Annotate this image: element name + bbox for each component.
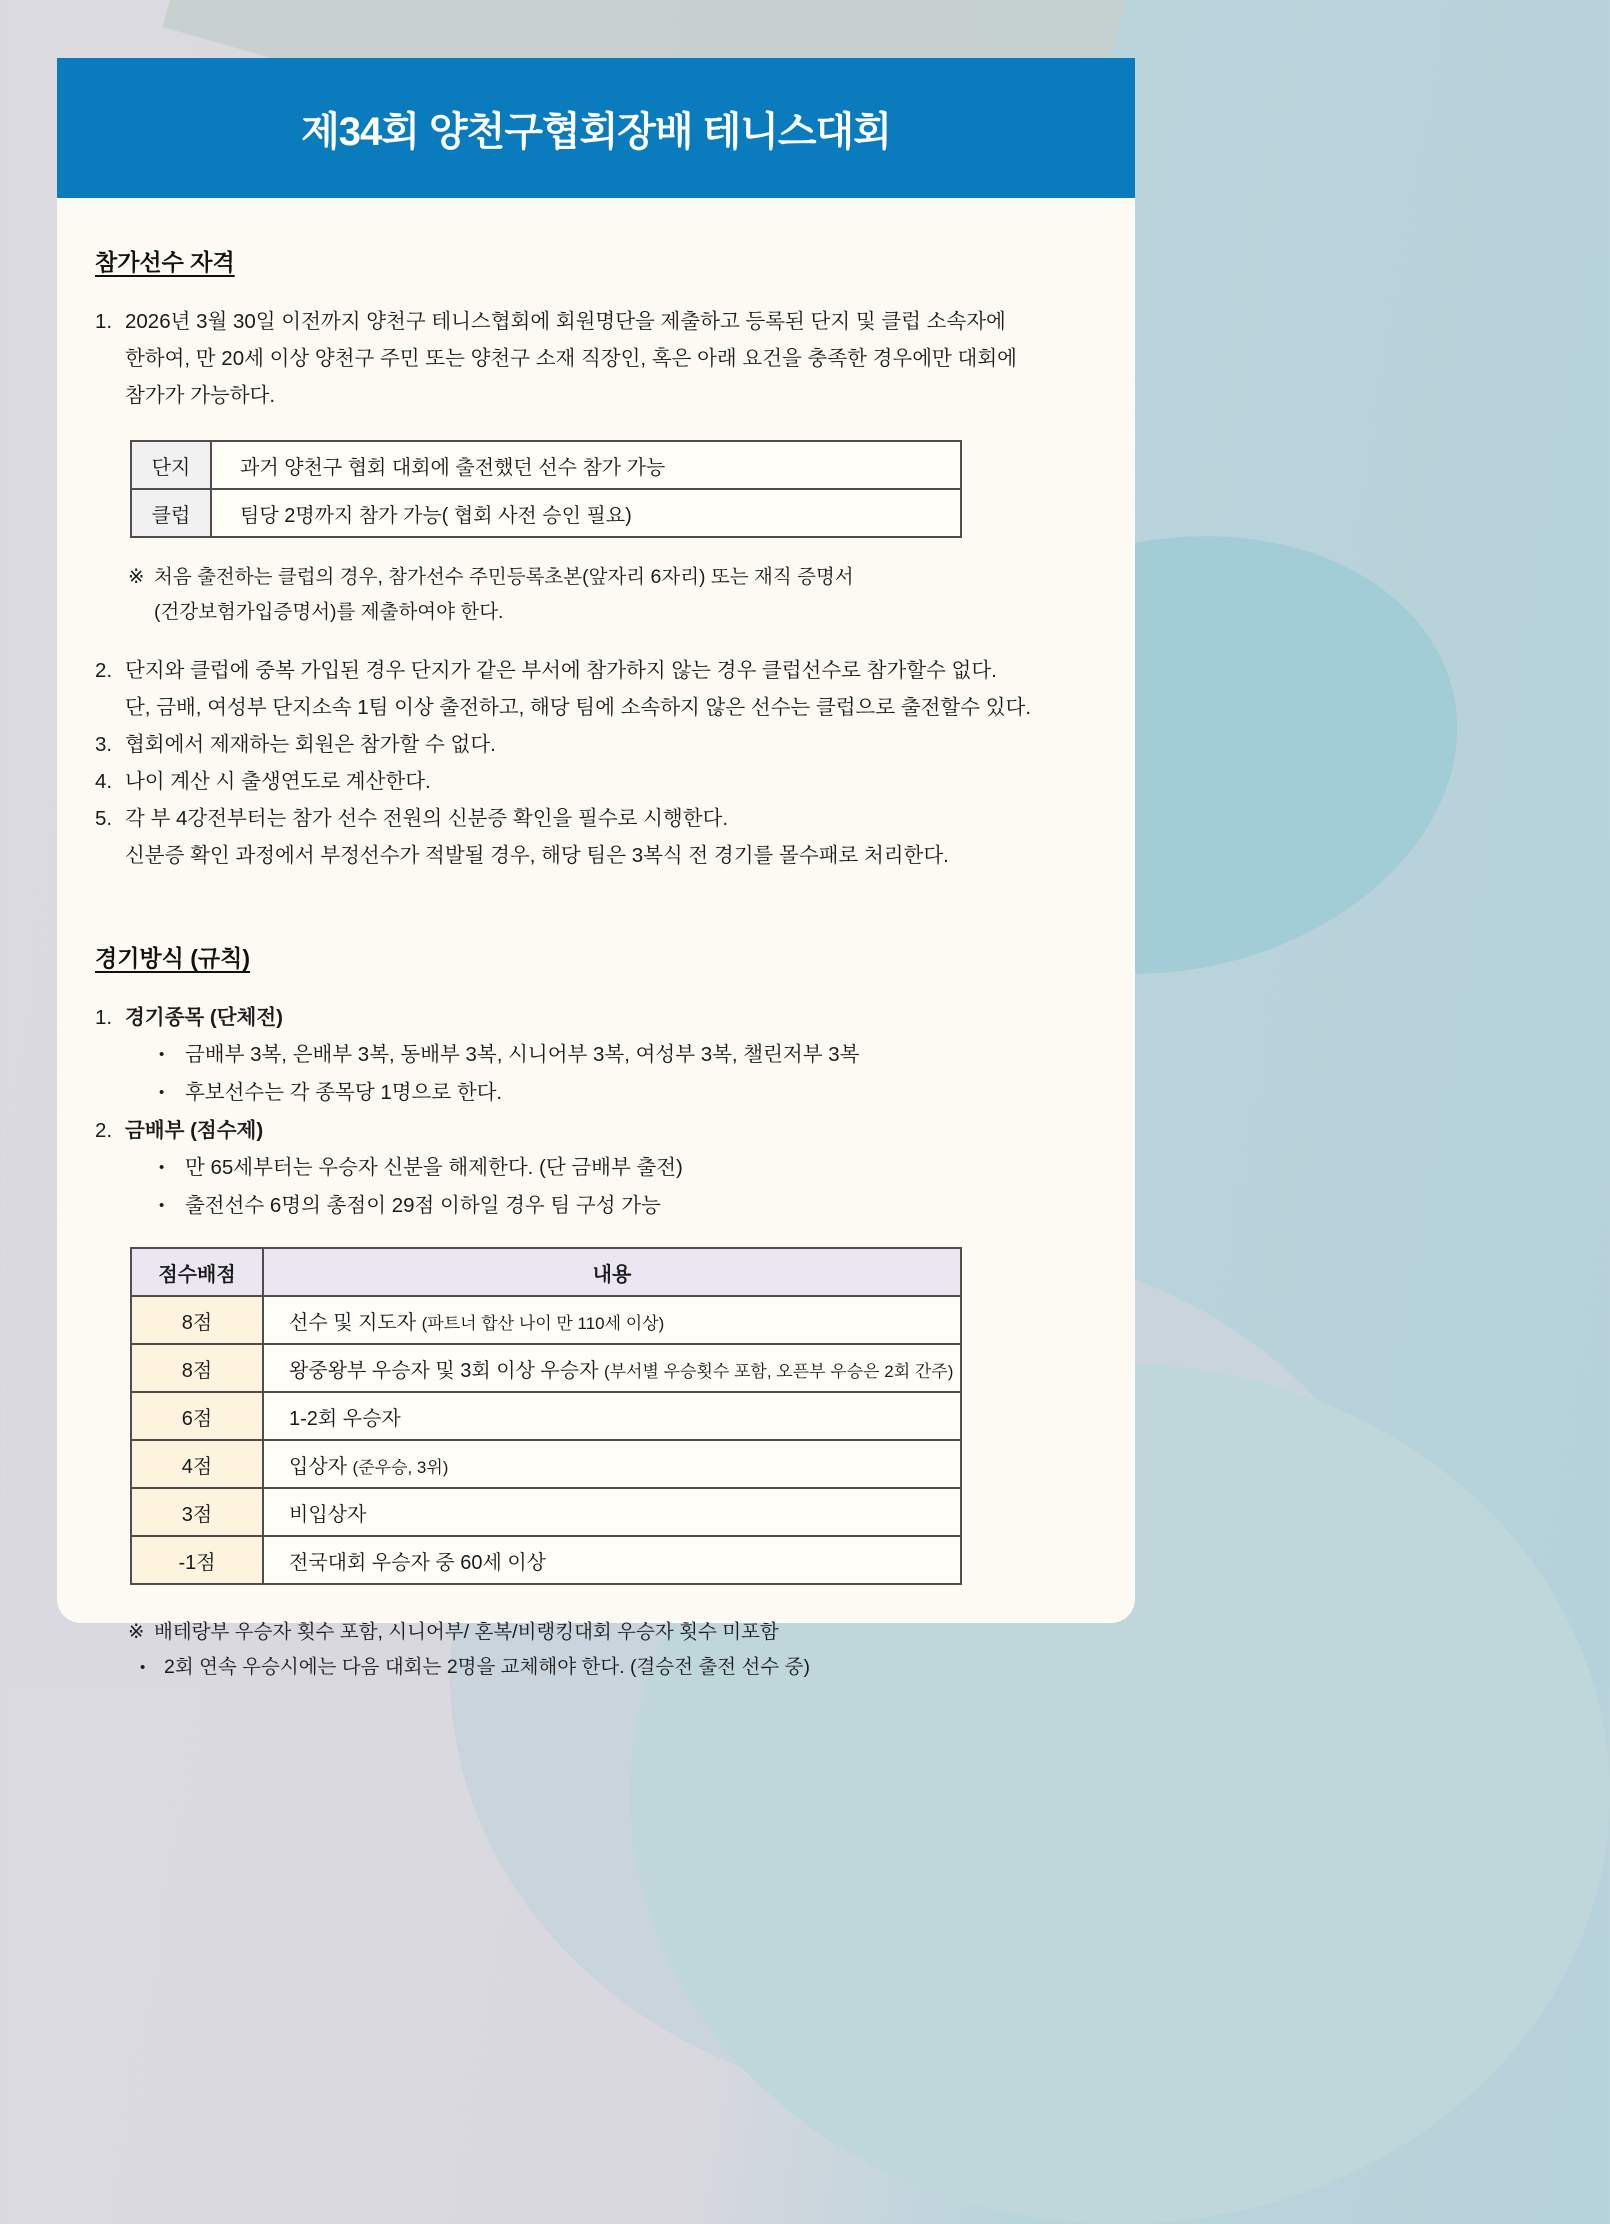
score-table-row	[131, 1344, 961, 1392]
note-line: (건강보험가입증명서)를 제출하여야 한다.	[154, 601, 504, 623]
item-text	[125, 303, 1095, 414]
eligibility-item-2	[95, 652, 1095, 726]
qual-label-club: 클럽	[131, 489, 211, 537]
score-table-header-row	[131, 1248, 961, 1296]
score-value: 8점	[131, 1296, 263, 1344]
eligibility-item-5	[95, 800, 1095, 874]
desc-text: 왕중왕부 우승자 및 3회 이상 우승자	[289, 1359, 599, 1382]
rule-title: 경기종목 (단체전)	[125, 1006, 283, 1029]
bullet-icon: •	[159, 1197, 165, 1214]
score-value: 3점	[131, 1488, 263, 1536]
item-number: 5.	[95, 807, 113, 830]
item-number: 2.	[95, 659, 113, 682]
item-number: 4.	[95, 770, 113, 793]
bullet-text: 만 65세부터는 우승자 신분을 해제한다. (단 금배부 출전)	[185, 1156, 683, 1179]
score-desc	[263, 1392, 961, 1440]
rules-item-1	[95, 999, 1095, 1036]
eligibility-item-4	[95, 763, 1095, 800]
item-line: 각 부 4강전부터는 참가 선수 전원의 신분증 확인을 필수로 시행한다.	[125, 807, 729, 830]
footnote-2	[140, 1650, 1095, 1685]
item-number: 1.	[95, 310, 113, 333]
item-line: 한하여, 만 20세 이상 양천구 주민 또는 양천구 소재 직장인, 혹은 아래 요건을 충족한 경우에만 대회에	[125, 347, 1017, 370]
desc-note: (파트너 합산 나이 만 110세 이상)	[421, 1313, 665, 1333]
bullet-icon: •	[159, 1159, 165, 1176]
document-card	[57, 58, 1135, 1678]
table-row	[131, 441, 961, 489]
rules-item-1-bullet-2	[95, 1074, 1095, 1112]
item-text	[125, 652, 1095, 726]
score-desc	[263, 1536, 961, 1584]
item-number: 1.	[95, 1006, 113, 1029]
title-banner	[57, 58, 1135, 198]
item-line: 참가가 가능하다.	[125, 384, 276, 407]
footnote-1	[128, 1615, 1095, 1650]
asterisk-marker: ※	[128, 1621, 145, 1643]
eligibility-heading: 참가선수 자격	[95, 249, 235, 275]
score-table	[130, 1247, 962, 1585]
item-line: 신분증 확인 과정에서 부정선수가 적발될 경우, 해당 팀은 3복식 전 경기를 몰수패로 처리한다.	[125, 844, 949, 867]
score-desc	[263, 1488, 961, 1536]
bullet-text: 후보선수는 각 종목당 1명으로 한다.	[185, 1081, 503, 1104]
desc-note: (준우승, 3위)	[352, 1457, 449, 1477]
asterisk-marker: ※	[128, 566, 145, 588]
item-line: 2026년 3월 30일 이전까지 양천구 테니스협회에 회원명단을 제출하고 등록된 단지 및 클럽 소속자에	[125, 310, 1006, 333]
note-text	[154, 560, 854, 630]
bullet-icon: •	[159, 1046, 165, 1063]
item-text	[125, 800, 1095, 874]
document-content	[57, 198, 1135, 1685]
eligibility-note	[128, 560, 1095, 630]
bullet-icon: •	[140, 1659, 146, 1676]
qual-label-danji: 단지	[131, 441, 211, 489]
item-number: 3.	[95, 733, 113, 756]
desc-note: (부서별 우승횟수 포함, 오픈부 우승은 2회 간주)	[603, 1361, 954, 1381]
item-line: 단지와 클럽에 중복 가입된 경우 단지가 같은 부서에 참가하지 않는 경우 클럽선수로 참가할수 없다.	[125, 659, 997, 682]
desc-text: 전국대회 우승자 중 60세 이상	[289, 1551, 546, 1574]
score-table-row	[131, 1488, 961, 1536]
score-value: 6점	[131, 1392, 263, 1440]
score-table-row	[131, 1392, 961, 1440]
rules-item-2-bullet-1	[95, 1149, 1095, 1187]
score-value: 4점	[131, 1440, 263, 1488]
score-table-row	[131, 1536, 961, 1584]
bullet-text: 출전선수 6명의 총점이 29점 이하일 경우 팀 구성 가능	[185, 1194, 661, 1217]
score-value: -1점	[131, 1536, 263, 1584]
item-text: 협회에서 제재하는 회원은 참가할 수 없다.	[125, 733, 496, 756]
score-header: 점수배점	[131, 1248, 263, 1296]
desc-text: 입상자	[289, 1455, 347, 1478]
rules-item-2-bullet-2	[95, 1187, 1095, 1225]
footnote-text: 배테랑부 우승자 횟수 포함, 시니어부/ 혼복/비랭킹대회 우승자 횟수 미포함	[154, 1621, 779, 1643]
desc-text: 1-2회 우승자	[289, 1407, 401, 1430]
content-header: 내용	[263, 1248, 961, 1296]
bullet-icon: •	[159, 1084, 165, 1101]
section-rules	[95, 914, 1095, 1685]
qualification-table	[130, 440, 962, 538]
rules-heading: 경기방식 (규칙)	[95, 945, 251, 971]
eligibility-item-1	[95, 303, 1095, 414]
rules-item-1-bullet-1	[95, 1036, 1095, 1074]
item-number: 2.	[95, 1119, 113, 1142]
score-table-footnotes	[95, 1615, 1095, 1685]
score-table-row	[131, 1440, 961, 1488]
qual-content-danji: 과거 양천구 협회 대회에 출전했던 선수 참가 가능	[211, 441, 961, 489]
qual-content-club: 팀당 2명까지 참가 가능( 협회 사전 승인 필요)	[211, 489, 961, 537]
item-text: 나이 계산 시 출생연도로 계산한다.	[125, 770, 431, 793]
table-row	[131, 489, 961, 537]
bullet-text: 금배부 3복, 은배부 3복, 동배부 3복, 시니어부 3복, 여성부 3복, 챌린저부 3복	[185, 1043, 860, 1066]
score-desc	[263, 1296, 961, 1344]
page-title: 제34회 양천구협회장배 테니스대회	[301, 109, 891, 154]
desc-text: 선수 및 지도자	[289, 1311, 417, 1334]
desc-text: 비입상자	[289, 1503, 367, 1526]
score-desc	[263, 1344, 961, 1392]
rule-title: 금배부 (점수제)	[125, 1119, 264, 1142]
footnote-text: 2회 연속 우승시에는 다음 대회는 2명을 교체해야 한다. (결승전 출전 선수 중)	[164, 1656, 810, 1678]
section-eligibility	[95, 198, 1095, 874]
rules-item-2	[95, 1112, 1095, 1149]
item-line: 단, 금배, 여성부 단지소속 1팀 이상 출전하고, 해당 팀에 소속하지 않은 선수는 클럽으로 출전할수 있다.	[125, 696, 1032, 719]
eligibility-item-3	[95, 726, 1095, 763]
score-desc	[263, 1440, 961, 1488]
note-line: 처음 출전하는 클럽의 경우, 참가선수 주민등록초본(앞자리 6자리) 또는 재직 증명서	[154, 566, 854, 588]
score-table-row	[131, 1296, 961, 1344]
score-value: 8점	[131, 1344, 263, 1392]
